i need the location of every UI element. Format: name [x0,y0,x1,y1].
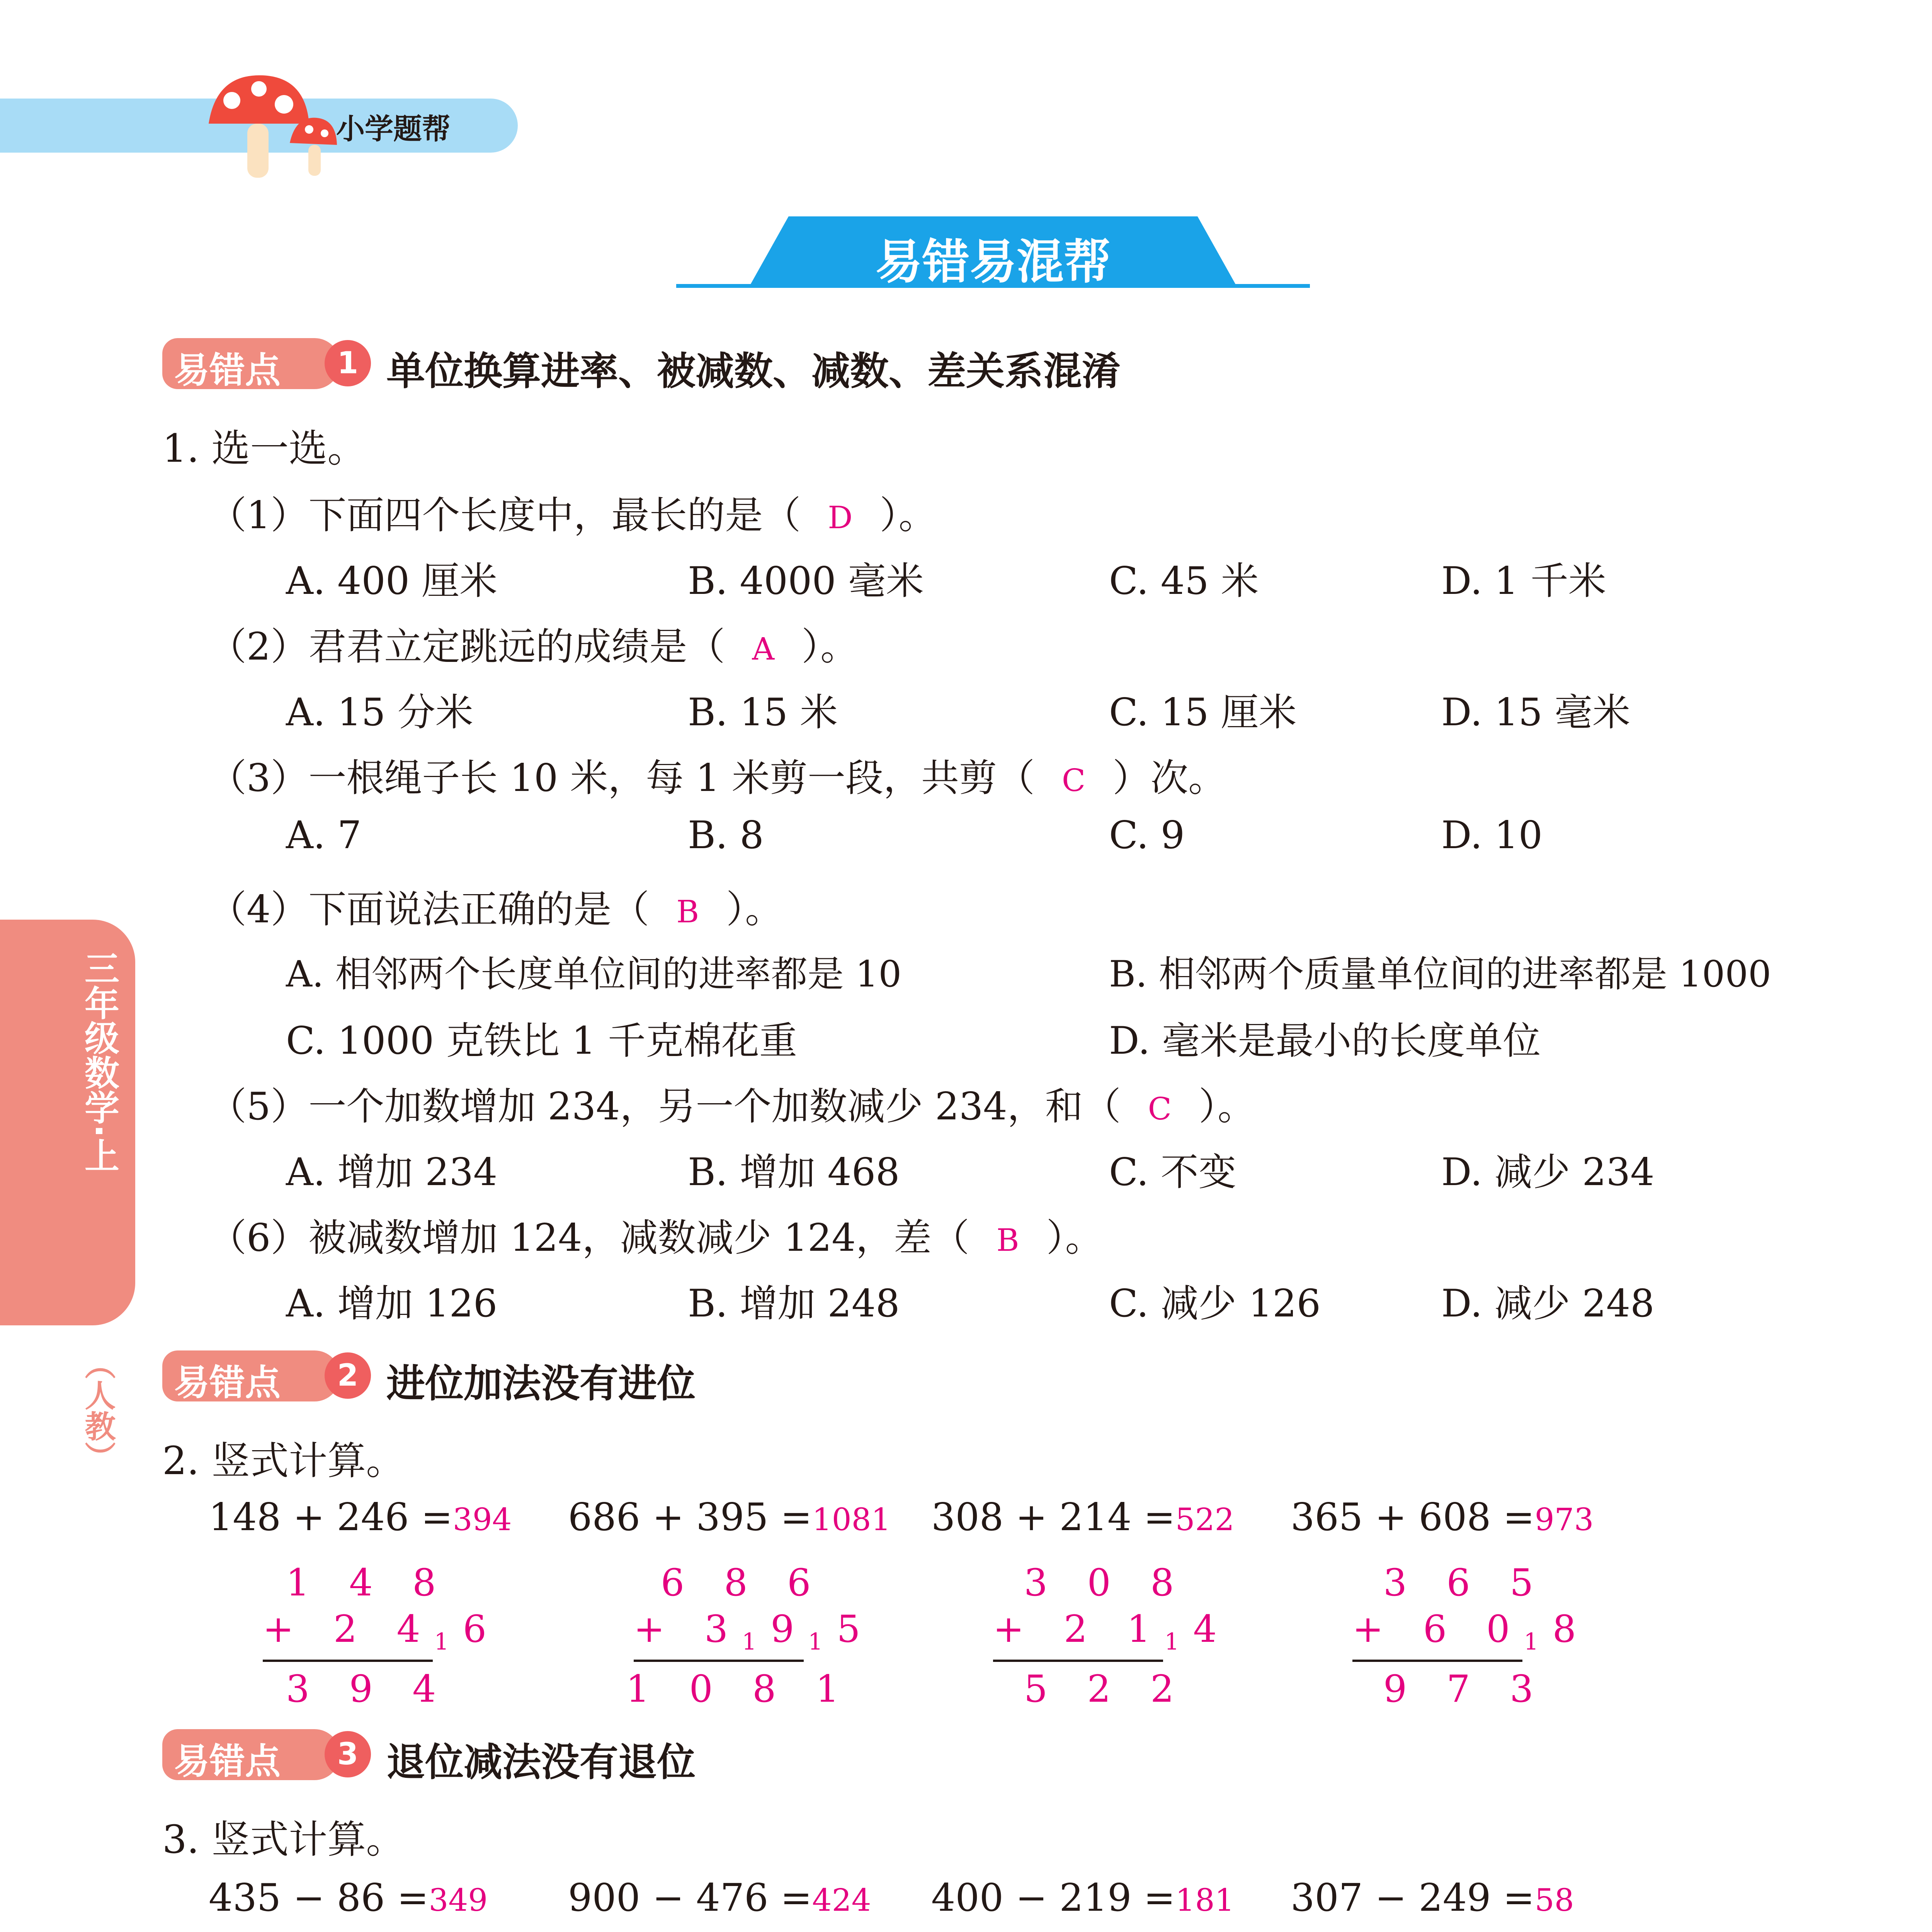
vertical-line [993,1660,1163,1662]
equation: 148 + 246 =394 [209,1495,512,1539]
vertical-top: 3 0 8 [1024,1561,1188,1604]
option: D. 减少 248 [1441,1282,1655,1326]
section-title: 退位减法没有退位 [386,1740,696,1785]
question-item: （1）下面四个长度中，最长的是（ D ）。 [209,493,937,537]
section-number: 1 [325,340,371,386]
question-item: （2）君君立定跳远的成绩是（ A ）。 [209,625,859,669]
option: C. 1000 克铁比 1 千克棉花重 [286,1019,798,1063]
question-item: （5）一个加数增加 234，另一个加数减少 234，和（ C ）。 [209,1085,1255,1129]
page-title: 易错易混帮 [875,235,1111,289]
option: A. 增加 126 [286,1282,498,1326]
option: B. 相邻两个质量单位间的进率都是 1000 [1109,953,1771,995]
mushroom-icon [201,66,340,182]
vertical-top: 3 6 5 [1383,1561,1548,1604]
vertical-line [1352,1660,1522,1662]
question-stem: 1. 选一选。 [162,426,366,471]
option: C. 9 [1109,813,1185,857]
option: C. 15 厘米 [1109,690,1297,735]
vertical-mid: + $3_19_15$ [634,1607,874,1656]
vertical-line [634,1660,804,1662]
option: B. 8 [688,813,764,857]
section-number: 2 [325,1352,371,1399]
section-label: 易错点 [174,350,281,391]
vertical-result: 1 0 8 1 [626,1667,853,1711]
section-number: 3 [325,1731,371,1777]
option: B. 15 米 [688,690,838,735]
equation: 400 − 219 =181 [931,1876,1235,1920]
question-item: （4）下面说法正确的是（ B ）。 [209,888,783,932]
option: B. 增加 248 [688,1282,900,1326]
brand-name: 小学题帮 [336,112,451,146]
vertical-line [263,1660,433,1662]
section-title: 进位加法没有进位 [386,1361,696,1406]
side-edition-label: （人教） [80,1349,116,1472]
option: D. 毫米是最小的长度单位 [1109,1019,1541,1063]
equation: 686 + 395 =1081 [568,1495,891,1539]
question-stem: 2. 竖式计算。 [162,1438,405,1483]
vertical-mid: + 2 $1_14$ [993,1607,1231,1656]
question-item: （3）一根绳子长 10 米，每 1 米剪一段，共剪（ C ）次。 [209,756,1226,800]
vertical-mid: + 2 $4_16$ [263,1607,500,1656]
section-label: 易错点 [174,1362,281,1403]
option: A. 400 厘米 [286,559,498,603]
vertical-mid: + 6 $0_18$ [1352,1607,1590,1656]
option: B. 4000 毫米 [688,559,924,603]
option: A. 相邻两个长度单位间的进率都是 10 [286,953,902,995]
option: A. 增加 234 [286,1150,498,1194]
option: C. 减少 126 [1109,1282,1321,1326]
option: C. 不变 [1109,1150,1236,1194]
vertical-result: 5 2 2 [1024,1667,1188,1711]
equation: 900 − 476 =424 [568,1876,871,1920]
option: C. 45 米 [1109,559,1259,603]
question-stem: 3. 竖式计算。 [162,1817,405,1862]
question-item: （6）被减数增加 124，减数减少 124，差（ B ）。 [209,1216,1103,1260]
vertical-top: 6 8 6 [661,1561,825,1604]
equation: 308 + 214 =522 [931,1495,1235,1539]
side-grade-label: 三年级数学·上 [78,951,119,1173]
vertical-result: 3 9 4 [286,1667,450,1711]
equation: 365 + 608 =973 [1291,1495,1594,1539]
vertical-result: 9 7 3 [1383,1667,1548,1711]
section-title: 单位换算进率、被减数、减数、差关系混淆 [386,349,1121,394]
option: B. 增加 468 [688,1150,900,1194]
option: D. 减少 234 [1441,1150,1655,1194]
option: A. 15 分米 [286,690,473,735]
equation: 307 − 249 =58 [1291,1876,1574,1920]
option: D. 10 [1441,813,1543,857]
option: D. 1 千米 [1441,559,1606,603]
equation: 435 − 86 =349 [209,1876,488,1920]
vertical-top: 1 4 8 [286,1561,450,1604]
section-label: 易错点 [174,1741,281,1782]
option: A. 7 [286,813,362,857]
option: D. 15 毫米 [1441,690,1631,735]
